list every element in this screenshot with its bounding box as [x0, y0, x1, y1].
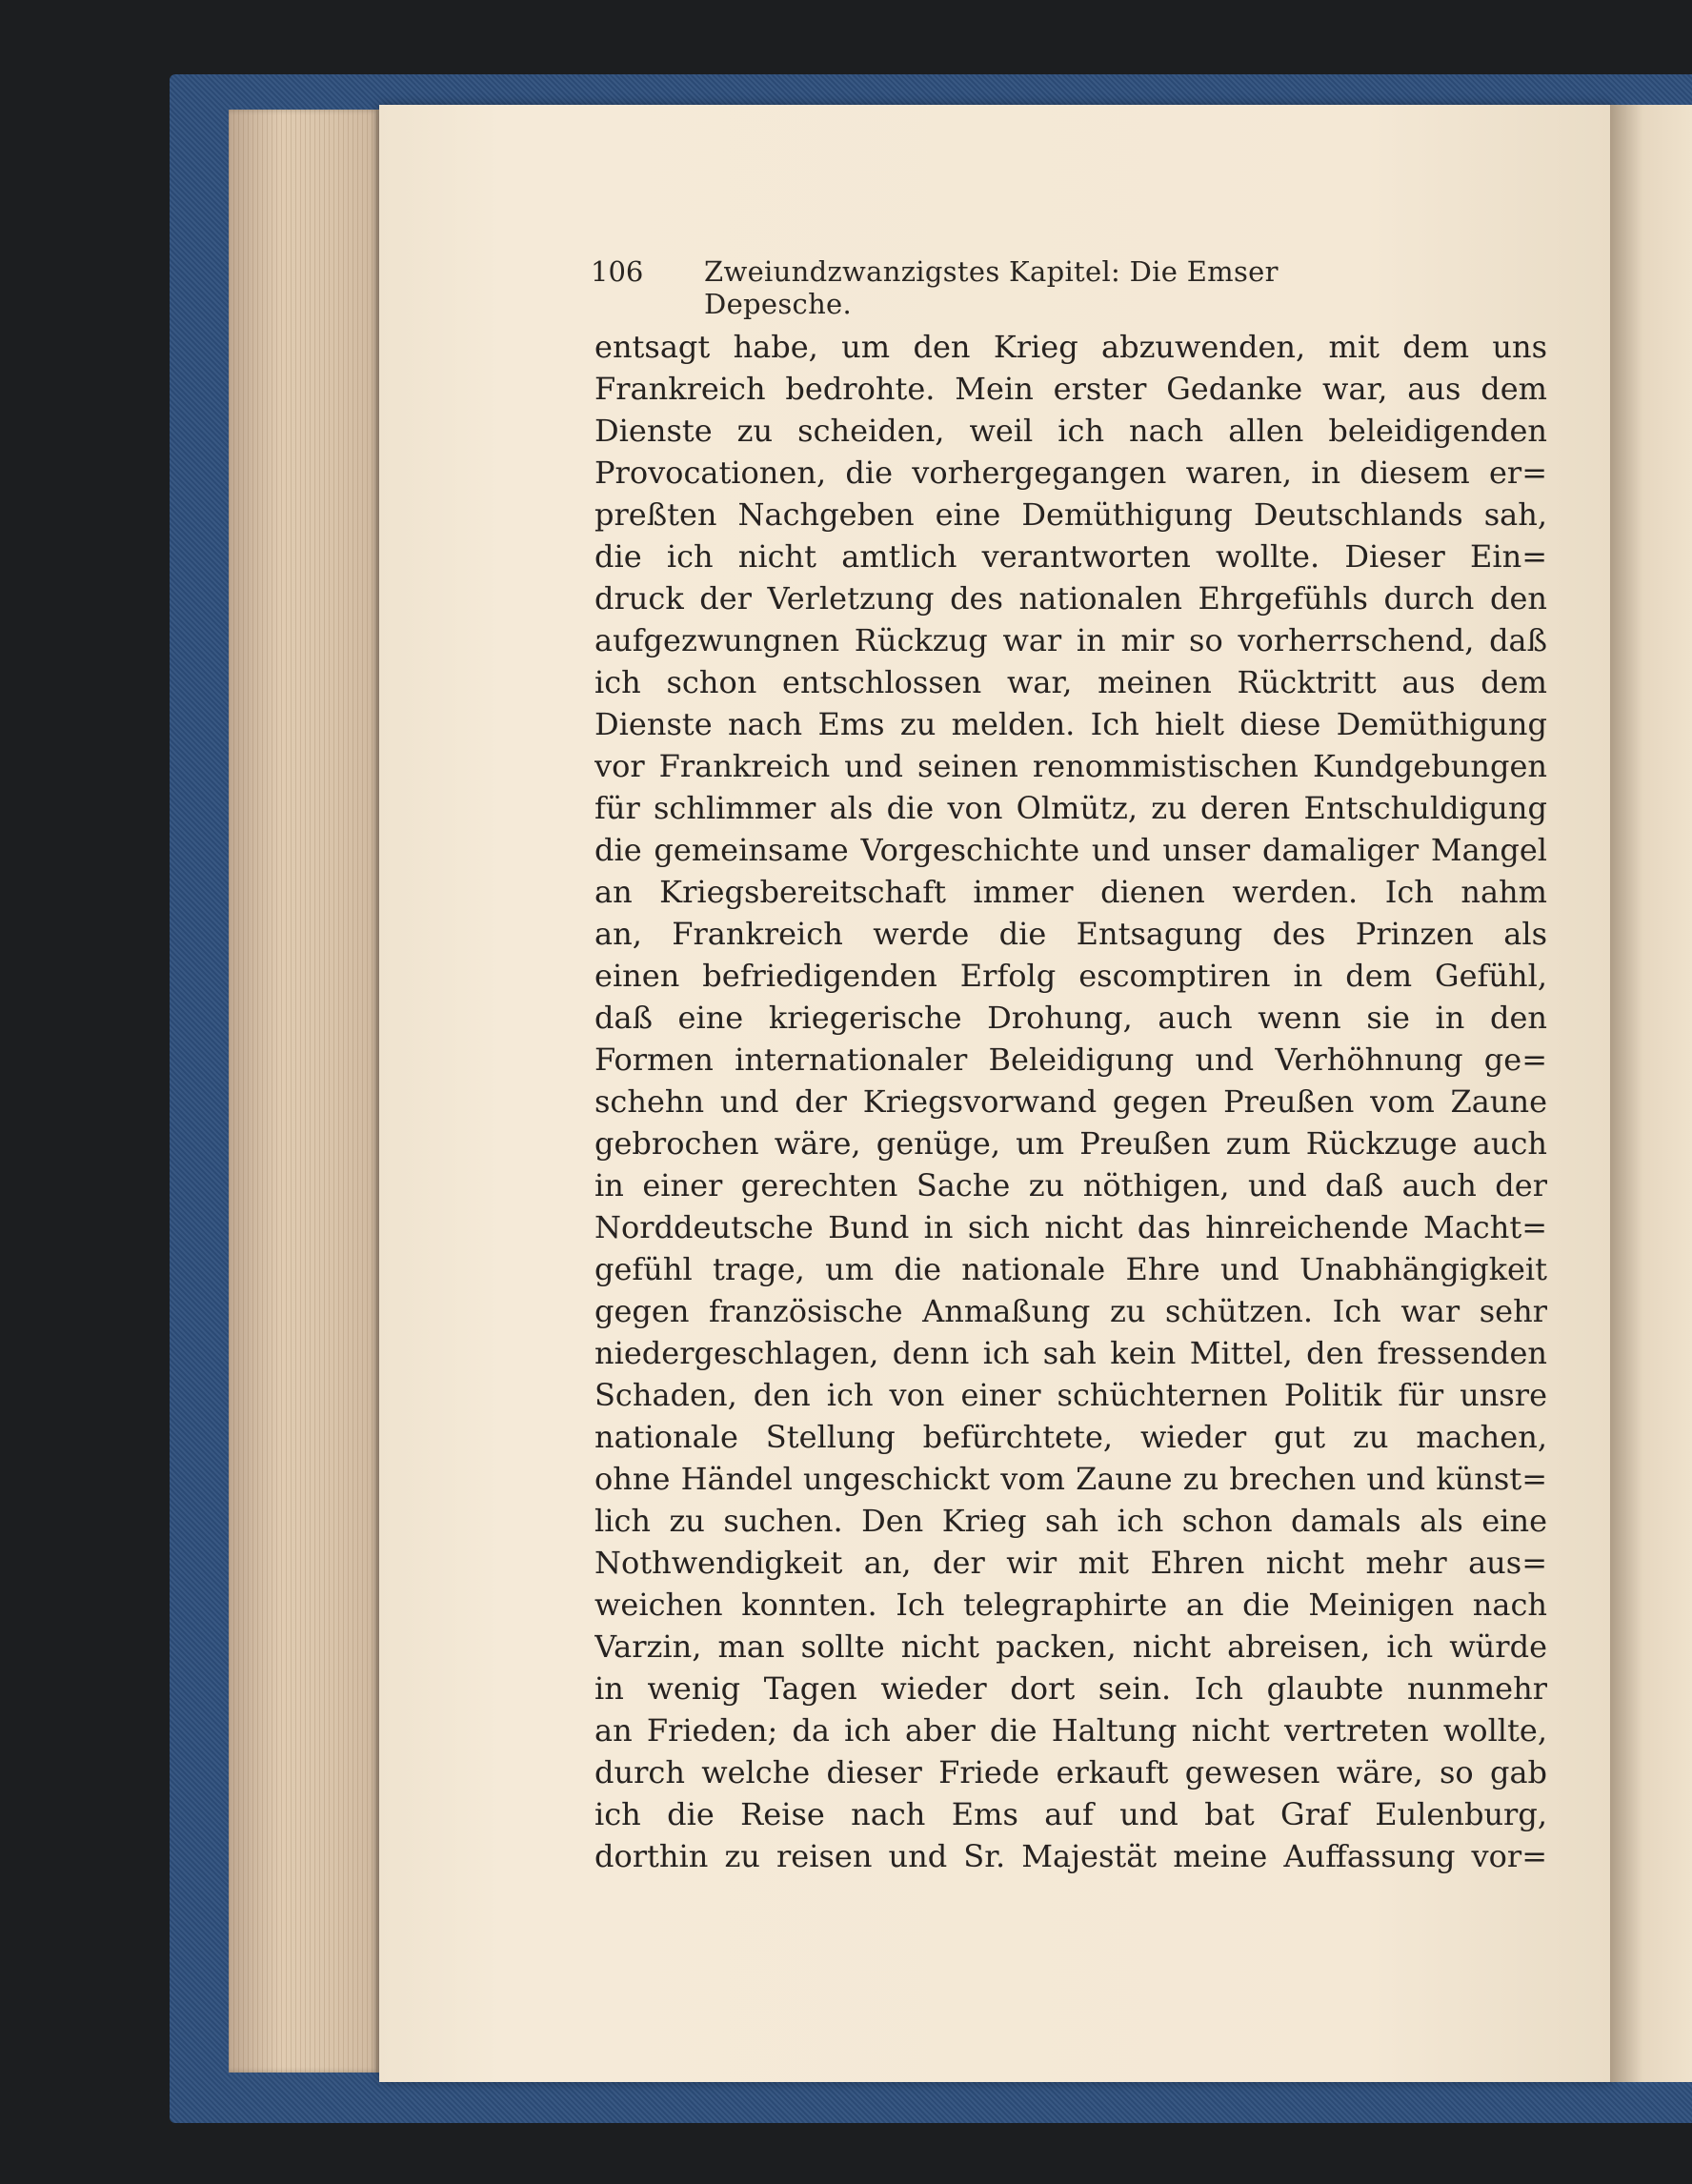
text-line: gegen französische Anmaßung zu schützen. Ich war sehr: [594, 1293, 1547, 1329]
page-edge-stack: [229, 110, 379, 2073]
text-line: preßten Nachgeben eine Demüthigung Deutschlands sah,: [594, 496, 1547, 533]
text-line: an Kriegsbereitschaft immer dienen werden. Ich nahm: [594, 874, 1547, 910]
text-line: einen befriedigenden Erfolg escomptiren in dem Gefühl,: [594, 958, 1547, 994]
book-gutter: [1610, 105, 1692, 2082]
text-line: Varzin, man sollte nicht packen, nicht abreisen, ich würde: [594, 1628, 1547, 1665]
text-line: ich schon entschlossen war, meinen Rücktritt aus dem: [594, 664, 1547, 700]
text-line: Dienste nach Ems zu melden. Ich hielt diese Demüthigung: [594, 706, 1547, 742]
text-line: dorthin zu reisen und Sr. Majestät meine Auffassung vor=: [594, 1838, 1547, 1874]
text-line: niedergeschlagen, denn ich sah kein Mittel, den fressenden: [594, 1335, 1547, 1371]
text-line: druck der Verletzung des nationalen Ehrgefühls durch den: [594, 580, 1547, 617]
text-line: durch welche dieser Friede erkauft gewesen wäre, so gab: [594, 1754, 1547, 1790]
text-line: in einer gerechten Sache zu nöthigen, und daß auch der: [594, 1167, 1547, 1203]
text-line: nationale Stellung befürchtete, wieder gut zu machen,: [594, 1419, 1547, 1455]
text-line: entsagt habe, um den Krieg abzuwenden, mit dem uns: [594, 329, 1547, 365]
text-line: weichen konnten. Ich telegraphirte an die Meinigen nach: [594, 1587, 1547, 1623]
text-line: Frankreich bedrohte. Mein erster Gedanke war, aus dem: [594, 371, 1547, 407]
text-line: Schaden, den ich von einer schüchternen Politik für unsre: [594, 1377, 1547, 1413]
body-text: [594, 326, 1547, 1877]
text-line: schehn und der Kriegsvorwand gegen Preußen vom Zaune: [594, 1083, 1547, 1120]
text-line: aufgezwungnen Rückzug war in mir so vorherrschend, daß: [594, 622, 1547, 658]
page-number: 106: [591, 255, 644, 288]
text-line: Dienste zu scheiden, weil ich nach allen beleidigenden: [594, 413, 1547, 449]
text-line: Provocationen, die vorhergegangen waren, in diesem er=: [594, 455, 1547, 491]
running-title: Zweiundzwanzigstes Kapitel: Die Emser Depesche.: [704, 255, 1279, 320]
text-line: Nothwendigkeit an, der wir mit Ehren nicht mehr aus=: [594, 1545, 1547, 1581]
text-line: lich zu suchen. Den Krieg sah ich schon damals als eine: [594, 1503, 1547, 1539]
text-line: die ich nicht amtlich verantworten wollte. Dieser Ein=: [594, 538, 1547, 575]
text-line: an, Frankreich werde die Entsagung des Prinzen als: [594, 916, 1547, 952]
text-line: gefühl trage, um die nationale Ehre und Unabhängigkeit: [594, 1251, 1547, 1287]
text-line: daß eine kriegerische Drohung, auch wenn sie in den: [594, 1000, 1547, 1036]
text-line: für schlimmer als die von Olmütz, zu deren Entschuldigung: [594, 790, 1547, 826]
text-line: ich die Reise nach Ems auf und bat Graf Eulenburg,: [594, 1796, 1547, 1832]
text-line: an Frieden; da ich aber die Haltung nicht vertreten wollte,: [594, 1712, 1547, 1749]
text-line: Norddeutsche Bund in sich nicht das hinreichende Macht=: [594, 1209, 1547, 1245]
text-line: in wenig Tagen wieder dort sein. Ich glaubte nunmehr: [594, 1670, 1547, 1707]
text-line: Formen internationaler Beleidigung und Verhöhnung ge=: [594, 1041, 1547, 1078]
text-line: vor Frankreich und seinen renommistischen Kundgebungen: [594, 748, 1547, 784]
text-line: gebrochen wäre, genüge, um Preußen zum Rückzuge auch: [594, 1125, 1547, 1162]
page-header: [591, 255, 1429, 320]
text-line: die gemeinsame Vorgeschichte und unser damaliger Mangel: [594, 832, 1547, 868]
text-line: ohne Händel ungeschickt vom Zaune zu brechen und künst=: [594, 1461, 1547, 1497]
